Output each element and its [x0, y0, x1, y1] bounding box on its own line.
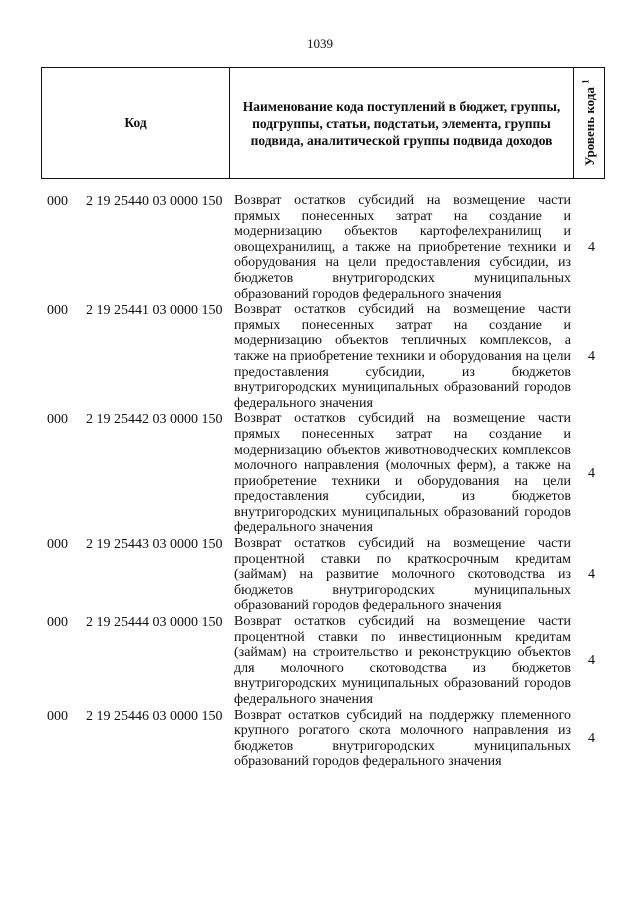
row-admin-code: 000 — [47, 537, 68, 553]
table-row — [0, 411, 640, 536]
header-level-cell — [574, 68, 604, 178]
row-revenue-code: 2 19 25444 03 0000 150 — [86, 615, 223, 631]
table-row — [0, 302, 640, 411]
row-level: 4 — [588, 239, 595, 255]
row-revenue-code: 2 19 25442 03 0000 150 — [86, 412, 223, 428]
row-name: Возврат остатков субсидий на возмещение части процентной ставки по инвестиционным кредитам (займам) на строительство и реконструкцию объектов для молочного скотоводства из бюджетов внутригородских муниципальных образований городов федерального значения — [234, 614, 571, 707]
header-name: Наименование кода поступлений в бюджет, группы, подгруппы, статьи, подстатьи, элемента, группы подвида, аналитической группы подвида доходов — [230, 68, 574, 178]
header-level-label: Уровень кода — [581, 87, 597, 167]
table-header — [41, 67, 605, 179]
row-level: 4 — [588, 730, 595, 746]
row-admin-code: 000 — [47, 303, 68, 319]
header-code: Код — [42, 68, 230, 178]
table-row — [0, 536, 640, 614]
header-level — [580, 80, 597, 167]
row-admin-code: 000 — [47, 615, 68, 631]
row-name: Возврат остатков субсидий на поддержку племенного крупного рогатого скота молочного направления из бюджетов внутригородских муниципальных образований городов федерального значения — [234, 707, 571, 770]
table-row — [0, 708, 640, 770]
row-name: Возврат остатков субсидий на возмещение части прямых понесенных затрат на создание и модернизацию объектов тепличных комплексов, а также на приобретение техники и оборудования на цели предоставления субсидии, из бюджетов внутригородских муниципальных образований городов федерального значения — [234, 302, 571, 411]
row-level: 4 — [588, 465, 595, 481]
row-revenue-code: 2 19 25443 03 0000 150 — [86, 537, 223, 553]
row-revenue-code: 2 19 25446 03 0000 150 — [86, 708, 223, 724]
header-level-footnote: 1 — [580, 79, 591, 85]
row-level: 4 — [588, 348, 595, 364]
row-revenue-code: 2 19 25441 03 0000 150 — [86, 303, 223, 319]
table-body — [0, 193, 640, 770]
page-number: 1039 — [307, 36, 333, 51]
row-name: Возврат остатков субсидий на возмещение части процентной ставки по краткосрочным кредитам (займам) на развитие молочного скотоводства из бюджетов внутригородских муниципальных образований городов федерального значения — [234, 536, 571, 614]
row-level: 4 — [588, 567, 595, 583]
row-admin-code: 000 — [47, 194, 68, 209]
row-level: 4 — [588, 652, 595, 668]
row-name: Возврат остатков субсидий на возмещение части прямых понесенных затрат на создание и модернизацию объектов картофелехранилищ и овощехранилищ, а также на приобретение техники и оборудования на цели предоставления субсидии, из бюджетов внутригородских муниципальных образований городов федерального значения — [234, 193, 571, 302]
table-row — [0, 193, 640, 302]
row-admin-code: 000 — [47, 708, 68, 724]
row-name: Возврат остатков субсидий на возмещение части прямых понесенных затрат на создание и модернизацию объектов животноводческих комплексов молочного направления (молочных ферм), а также на приобретение техники и оборудования на цели предоставления субсидии, из бюджетов внутригородских муниципальных образований городов федерального значения — [234, 411, 571, 536]
table-row — [0, 614, 640, 708]
row-admin-code: 000 — [47, 412, 68, 428]
row-revenue-code: 2 19 25440 03 0000 150 — [86, 194, 223, 209]
